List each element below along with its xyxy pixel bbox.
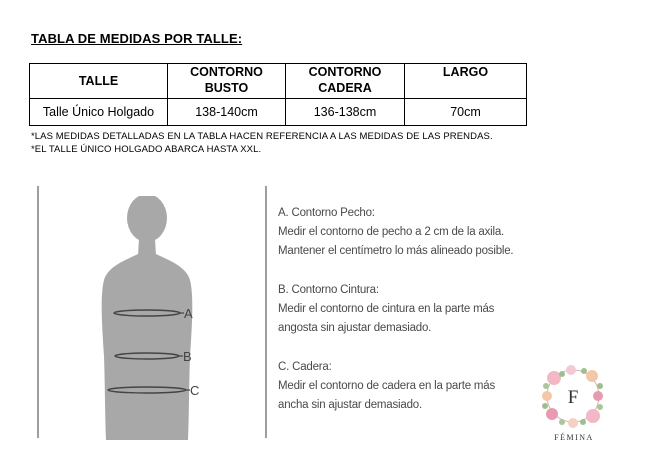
femina-logo bbox=[538, 362, 608, 442]
label-c: C bbox=[190, 383, 200, 398]
header-cadera-line1: CONTORNO bbox=[308, 65, 382, 79]
table-header-row bbox=[30, 64, 527, 99]
page-title: TABLA DE MEDIDAS POR TALLE: bbox=[31, 31, 243, 46]
notes bbox=[31, 130, 493, 156]
body-silhouette bbox=[90, 196, 220, 440]
header-cadera-line2: CADERA bbox=[318, 81, 372, 95]
header-talle: TALLE bbox=[30, 64, 168, 99]
instruction-b bbox=[278, 281, 494, 338]
instruction-c-title: C. Cadera: bbox=[278, 361, 332, 373]
header-busto-line2: BUSTO bbox=[204, 81, 249, 95]
cell-talle: Talle Único Holgado bbox=[30, 99, 168, 126]
instruction-a-title: A. Contorno Pecho: bbox=[278, 207, 375, 219]
instruction-c-line1: Medir el contorno de cadera en la parte más bbox=[278, 380, 496, 392]
logo-letter: F bbox=[567, 387, 579, 408]
instruction-a-line2: Mantener el centímetro lo más alineado posible. bbox=[278, 245, 514, 257]
header-largo: LARGO bbox=[405, 64, 527, 99]
header-contorno-busto bbox=[168, 64, 286, 99]
instruction-c bbox=[278, 358, 495, 415]
instruction-a bbox=[278, 204, 513, 261]
label-b: B bbox=[183, 349, 192, 364]
instruction-b-line1: Medir el contorno de cintura en la parte más bbox=[278, 303, 495, 315]
note-1: *LAS MEDIDAS DETALLADAS EN LA TABLA HACEN REFERENCIA A LAS MEDIDAS DE LAS PRENDAS. bbox=[31, 131, 493, 142]
cell-cadera: 136-138cm bbox=[286, 99, 405, 126]
left-divider bbox=[37, 186, 39, 438]
label-a: A bbox=[184, 306, 193, 321]
header-busto-line1: CONTORNO bbox=[190, 65, 263, 79]
silhouette-shape bbox=[102, 196, 193, 440]
middle-divider bbox=[265, 186, 267, 438]
size-table bbox=[29, 63, 527, 126]
cell-largo: 70cm bbox=[405, 99, 527, 126]
table-row bbox=[30, 99, 527, 126]
note-2: *EL TALLE ÚNICO HOLGADO ABARCA HASTA XXL. bbox=[31, 144, 262, 155]
instruction-a-line1: Medir el contorno de pecho a 2 cm de la axila. bbox=[278, 226, 505, 238]
instruction-b-line2: angosta sin ajustar demasiado. bbox=[278, 322, 432, 334]
instruction-b-title: B. Contorno Cintura: bbox=[278, 284, 379, 296]
header-contorno-cadera bbox=[286, 64, 405, 99]
logo-brand: FÉMINA bbox=[554, 433, 594, 442]
instruction-c-line2: ancha sin ajustar demasiado. bbox=[278, 399, 422, 411]
cell-busto: 138-140cm bbox=[168, 99, 286, 126]
